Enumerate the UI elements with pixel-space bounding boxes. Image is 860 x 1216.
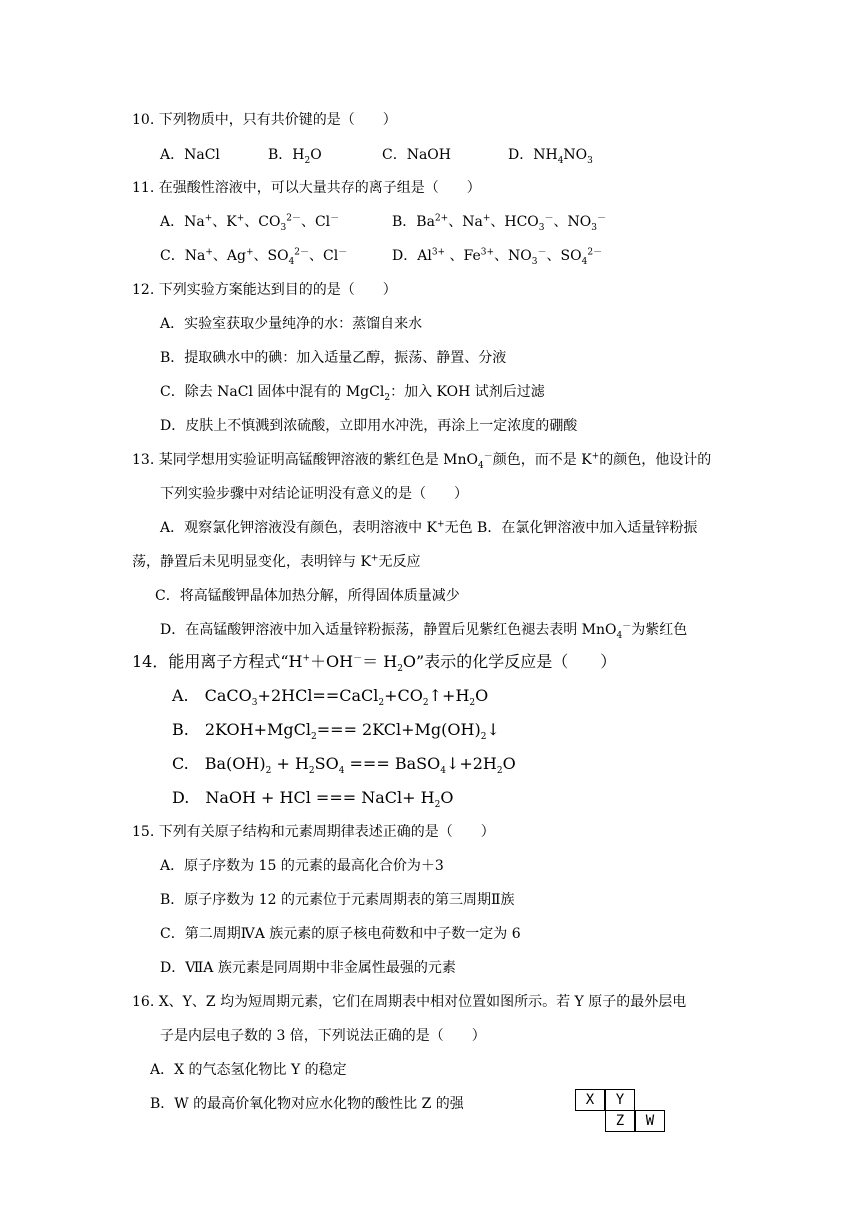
q16-stem-line1: 16. X、Y、Z 均为短周期元素，它们在周期表中相对位置如图所示。若 Y 原子的最外层电 [132,994,687,1010]
cell-z: Z [605,1110,635,1132]
q10-option-c: C．NaOH [382,147,451,163]
cell-y: Y [605,1089,635,1111]
q16-stem-line2: 子是内层电子数的 3 倍，下列说法正确的是（ ） [160,1028,486,1044]
q12-option-a: A．实验室获取少量纯净的水：蒸馏自来水 [160,316,423,332]
q14-option-c: C. $Ba(OH)_2 + H_2SO_4$ === $BaSO_4↓+2H_2O$ [172,754,516,777]
q15-option-c: C．第二周期ⅣA 族元素的原子核电荷数和中子数一定为 6 [160,926,521,942]
q15-stem: 15. 下列有关原子结构和元素周期律表述正确的是（ ） [132,824,495,840]
q11-option-d: D．$Al^{3+}$ 、$Fe^{3+}$、$NO_3^-$、$SO_4^{2-}$ [392,247,603,267]
q13-option-d: D．在高锰酸钾溶液中加入适量锌粉振荡，静置后见紫红色褪去表明 MnO$_4$－为紫红色 [160,621,688,641]
q13-option-c: C．将高锰酸钾晶体加热分解，所得固体质量减少 [155,588,460,604]
q10-option-b: B．$H_2O$ [268,147,322,166]
q10-option-a: A．NaCl [160,147,220,163]
q13-stem-line1: 13. 某同学想用实验证明高锰酸钾溶液的紫红色是 MnO$_4$－颜色，而不是 K+的颜色，他设计的 [132,451,712,471]
q13-option-ab-line2: 荡，静置后未见明显变化，表明锌与 K+无反应 [132,553,421,570]
q15-option-b: B．原子序数为 12 的元素位于元素周期表的第三周期Ⅱ族 [160,892,515,908]
q14-option-d: D. NaOH + HCl === NaCl+ $H_2O$ [172,788,454,811]
q11-option-c: C．Na+、Ag+、$SO_4^{2-}$、Cl－ [160,247,348,267]
q14-stem: 14．能用离子方程式“$H^++OH^-= H_2O$”表示的化学反应是（ ） [132,652,617,675]
q16-option-b: B．W 的最高价氧化物对应水化物的酸性比 Z 的强 [150,1096,464,1112]
q11-stem: 11. 在强酸性溶液中，可以大量共存的离子组是（ ） [132,180,481,196]
q12-option-b: B．提取碘水中的碘：加入适量乙醇，振荡、静置、分液 [160,350,507,366]
q11-option-b: B．$Ba^{2+}$、Na+、$HCO_3^-$、$NO_3^-$ [392,213,607,233]
q14-option-a: A. $CaCO_3+2HCl==CaCl_2+CO_2↑+H_2O$ [172,686,489,709]
q15-option-a: A．原子序数为 15 的元素的最高化合价为＋3 [160,858,444,874]
periodic-position-diagram [575,1089,667,1135]
q10-option-d: D．$NH_4NO_3$ [508,147,593,166]
cell-x: X [575,1089,605,1111]
q14-option-b: B. 2KOH+MgCl$_2$=== $2KCl+Mg(OH)_2↓$ [172,720,500,743]
q12-option-c: C．除去 NaCl 固体中混有的 MgCl$_2$：加入 KOH 试剂后过滤 [160,384,545,403]
q13-option-ab-line1: A．观察氯化钾溶液没有颜色，表明溶液中 K+无色 B．在氯化钾溶液中加入适量锌粉振 [160,519,698,536]
q11-option-a: A．Na+、K+、$CO_3^{2-}$、Cl－ [160,213,340,233]
q13-stem-line2: 下列实验步骤中对结论证明没有意义的是（ ） [160,486,468,502]
cell-w: W [635,1110,665,1132]
q12-stem: 12. 下列实验方案能达到目的的是（ ） [132,282,397,298]
q12-option-d: D．皮肤上不慎溅到浓硫酸，立即用水冲洗，再涂上一定浓度的硼酸 [160,418,578,434]
q15-option-d: D．ⅦA 族元素是同周期中非金属性最强的元素 [160,960,456,976]
q10-stem: 10. 下列物质中，只有共价键的是（ ） [132,112,397,128]
q16-option-a: A．X 的气态氢化物比 Y 的稳定 [150,1062,347,1078]
